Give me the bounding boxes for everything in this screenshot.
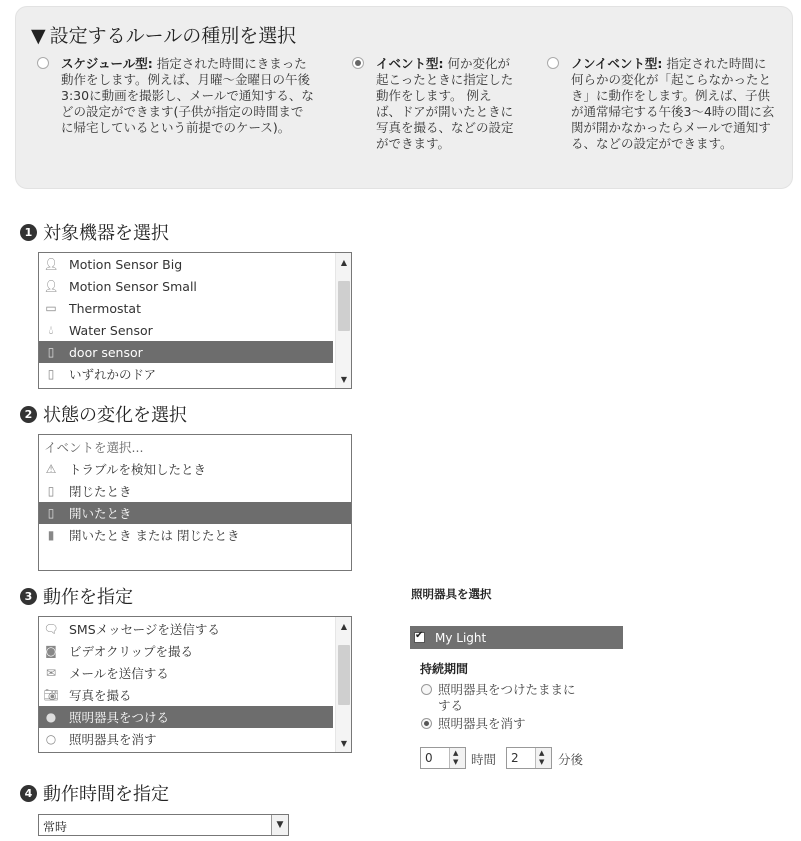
hours-stepper[interactable]: 0 ▲ ▼ [420, 747, 466, 769]
door-open-icon: ▯ [47, 506, 55, 520]
scrollbar-thumb[interactable] [338, 281, 350, 331]
radio-schedule[interactable] [37, 57, 49, 69]
device-item-thermostat[interactable]: ▭ Thermostat [39, 297, 335, 319]
scroll-up-arrow-icon[interactable]: ▲ [340, 257, 348, 267]
step1-heading: 1 対象機器を選択 [20, 219, 169, 245]
scroll-up-arrow-icon[interactable]: ▲ [340, 621, 348, 631]
device-item-door-sensor[interactable]: ▯ door sensor [39, 341, 333, 363]
radio-turn-off[interactable] [421, 718, 432, 729]
step2-heading: 2 状態の変化を選択 [20, 401, 187, 427]
step3-number-badge: 3 [20, 588, 37, 605]
step3-heading: 3 動作を指定 [20, 583, 133, 609]
action-item-video[interactable]: ◙ ビデオクリップを撮る [39, 640, 335, 662]
thermostat-icon: ▭ [45, 301, 57, 315]
action-listbox-scrollbar[interactable] [335, 617, 351, 752]
door-icon: ▮ [47, 528, 55, 542]
water-drop-icon: 💧︎ [48, 322, 54, 337]
device-item-motion-big[interactable]: 👤︎ Motion Sensor Big [43, 256, 183, 272]
door-icon: ▯ [47, 345, 55, 359]
mail-icon: ✉ [45, 666, 57, 680]
device-listbox-scrollbar[interactable] [335, 253, 351, 388]
scroll-down-arrow-icon[interactable]: ▼ [340, 738, 348, 748]
stepper-down-icon[interactable]: ▼ [539, 758, 545, 766]
step1-number-badge: 1 [20, 224, 37, 241]
device-item-any-door[interactable]: ▯ いずれかのドア [39, 363, 335, 385]
action-item-sms[interactable]: 🗨︎ SMSメッセージを送信する [43, 622, 220, 637]
chevron-down-icon[interactable]: ▼ [271, 815, 288, 835]
action-item-email[interactable]: ✉ メールを送信する [39, 662, 335, 684]
event-item-closed[interactable]: ▯ 閉じたとき [39, 480, 351, 502]
radio-nonevent[interactable] [547, 57, 559, 69]
light-select-heading: 照明器具を選択 [411, 587, 492, 601]
rule-option-event-text: イベント型: 何か変化が 起こったときに指定した 動作をします。 例え ば、ドアが開いたときに 写真を撮る、などの設定 ができます。 [376, 56, 514, 151]
radio-event[interactable] [352, 57, 364, 69]
action-time-select[interactable]: 常時 ▼ [38, 814, 289, 836]
bulb-off-icon: ○ [45, 732, 57, 746]
camera-icon: 📷︎ [43, 688, 59, 702]
action-item-photo[interactable]: 📷︎ 写真を撮る [43, 688, 132, 703]
bulb-on-icon: ● [45, 710, 57, 724]
door-closed-icon: ▯ [47, 484, 55, 498]
event-item-opened[interactable]: ▯ 開いたとき [39, 502, 351, 524]
stepper-up-icon[interactable]: ▲ [453, 749, 459, 757]
rule-option-schedule-text: スケジュール型: 指定された時間にきまった 動作をします。例えば、月曜～金曜日の午後 3:30に動画を撮影し、メールで通知する、な どの設定ができます(子供が指定の時間まで に帰宅しているという前提でのケース)。 [61, 56, 314, 135]
step4-number-badge: 4 [20, 785, 37, 802]
collapse-triangle-icon[interactable]: ▼ [31, 25, 46, 47]
event-item-opened-or-closed[interactable]: ▮ 開いたとき または 閉じたとき [39, 524, 351, 546]
chat-icon: 🗨︎ [43, 622, 59, 636]
scroll-down-arrow-icon[interactable]: ▼ [340, 374, 348, 384]
event-listbox[interactable] [38, 434, 352, 571]
stepper-up-icon[interactable]: ▲ [539, 749, 545, 757]
door-icon: ▯ [47, 367, 55, 381]
stepper-down-icon[interactable]: ▼ [453, 758, 459, 766]
event-placeholder[interactable]: イベントを選択... [44, 440, 144, 455]
rule-type-title: ▼ 設定するルールの種別を選択 [31, 25, 297, 47]
video-camera-icon: ◙ [45, 644, 57, 658]
hours-unit-label: 時間 [471, 752, 497, 767]
step2-number-badge: 2 [20, 406, 37, 423]
scrollbar-thumb[interactable] [338, 645, 350, 705]
event-item-trouble[interactable]: ⚠ トラブルを検知したとき [39, 458, 351, 480]
person-icon: 👤︎ [43, 257, 59, 271]
action-item-light-off[interactable]: ○ 照明器具を消す [39, 728, 335, 750]
step4-heading: 4 動作時間を指定 [20, 780, 169, 806]
action-listbox[interactable] [38, 616, 352, 753]
radio-keep-on[interactable] [421, 684, 432, 695]
light-checkbox[interactable] [414, 632, 425, 643]
warning-icon: ⚠ [45, 462, 57, 476]
device-item-water-sensor[interactable]: 💧︎ Water Sensor [39, 319, 335, 341]
light-item-my-light[interactable]: ✔ My Light [410, 626, 623, 649]
action-item-light-on[interactable]: ● 照明器具をつける [39, 706, 333, 728]
minutes-unit-label: 分後 [558, 752, 584, 767]
duration-title: 持続期間 [420, 662, 469, 676]
device-listbox[interactable] [38, 252, 352, 389]
minutes-stepper[interactable]: 2 ▲ ▼ [506, 747, 552, 769]
rule-option-nonevent-text: ノンイベント型: 指定された時間に 何らかの変化が「起こらなかったと き」に動作をします。例えば、子供 が通常帰宅する午後3～4時の間に玄 関が開かなかったらメールで通知す る、などの設定ができます。 [571, 56, 775, 151]
person-icon: 👤︎ [43, 279, 59, 293]
device-item-motion-small[interactable]: 👤︎ Motion Sensor Small [43, 278, 197, 294]
